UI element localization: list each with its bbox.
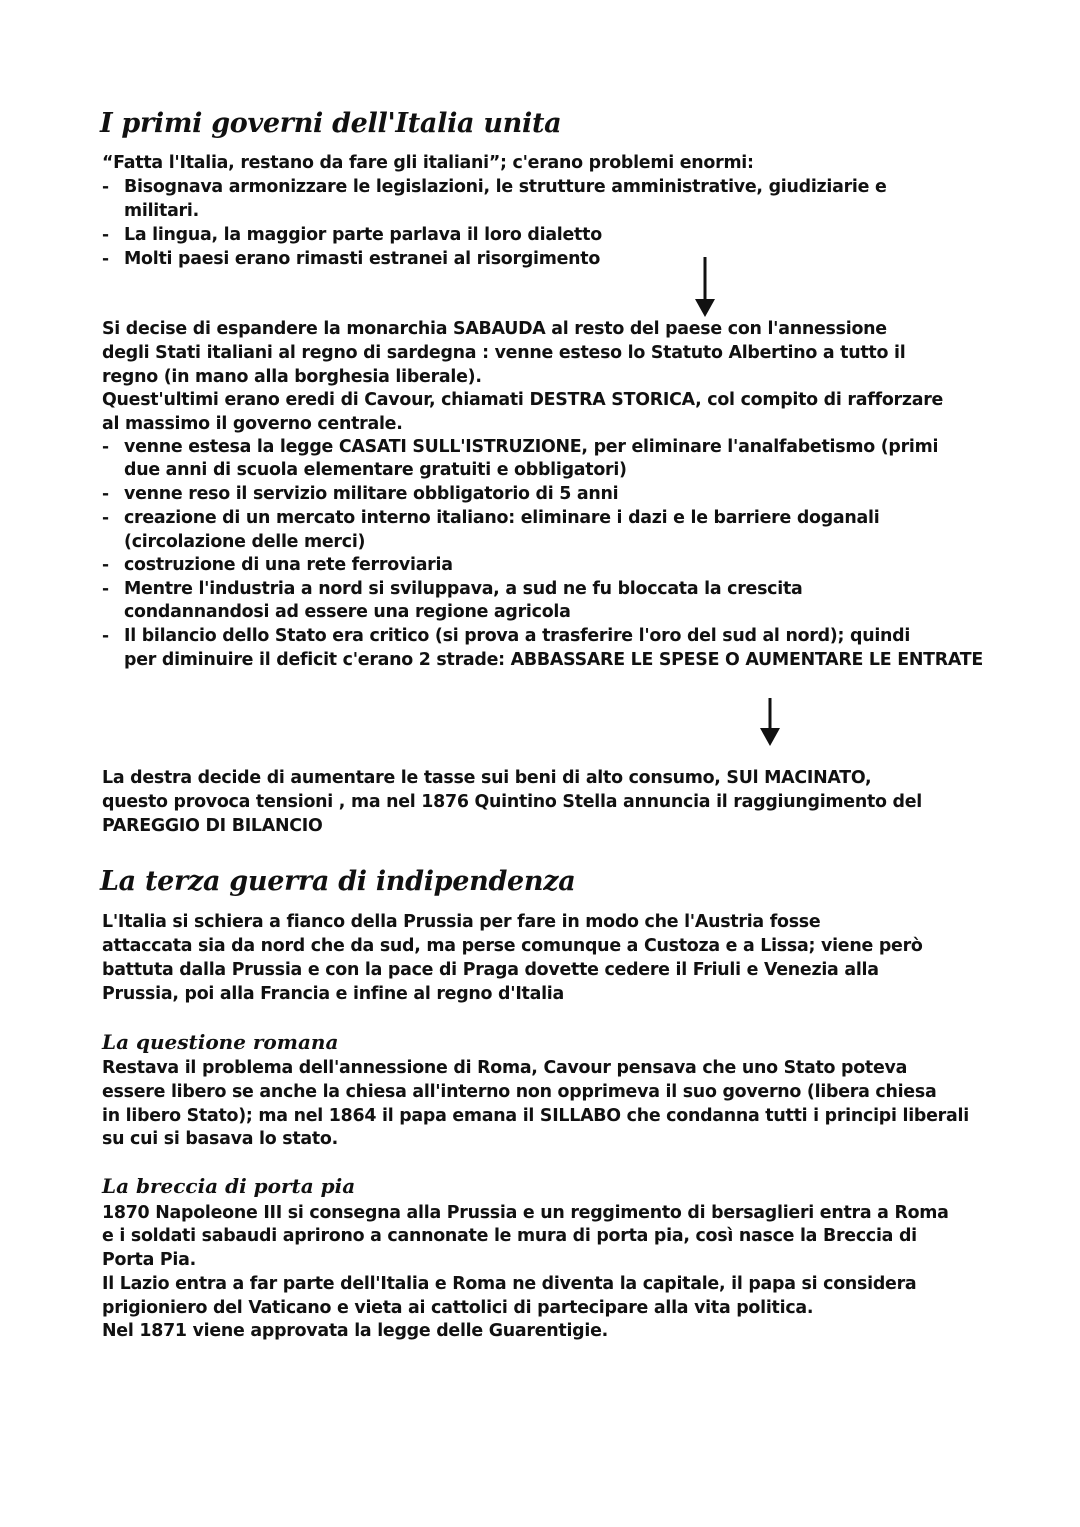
arrow-down-icon <box>757 696 783 748</box>
arrow-down-icon <box>692 255 718 319</box>
paragraph-line: degli Stati italiani al regno di sardegna : venne esteso lo Statuto Albertino a tutto il <box>102 343 906 363</box>
measure-line: venne estesa la legge CASATI SULL'ISTRUZIONE, per eliminare l'analfabetismo (primi <box>124 437 939 457</box>
section-title-terza-guerra: La terza guerra di indipendenza <box>100 866 576 897</box>
paragraph-line: Il Lazio entra a far parte dell'Italia e Roma ne diventa la capitale, il papa si considera <box>102 1274 917 1294</box>
paragraph-line: su cui si basava lo stato. <box>102 1129 338 1149</box>
problem-line: La lingua, la maggior parte parlava il loro dialetto <box>124 225 602 245</box>
section-title-governi: I primi governi dell'Italia unita <box>100 108 562 139</box>
paragraph-line: PAREGGIO DI BILANCIO <box>102 816 323 836</box>
measure-line: Mentre l'industria a nord si sviluppava, a sud ne fu bloccata la crescita <box>124 579 803 599</box>
paragraph-line: al massimo il governo centrale. <box>102 414 403 434</box>
measure-line: venne reso il servizio militare obbligatorio di 5 anni <box>124 484 619 504</box>
bullet-dash: - <box>102 484 110 504</box>
paragraph-line: questo provoca tensioni , ma nel 1876 Quintino Stella annuncia il raggiungimento del <box>102 792 922 812</box>
measure-line: condannandosi ad essere una regione agricola <box>124 602 571 622</box>
paragraph-line: Porta Pia. <box>102 1250 196 1270</box>
paragraph-line: L'Italia si schiera a fianco della Prussia per fare in modo che l'Austria fosse <box>102 912 821 932</box>
paragraph-line: Quest'ultimi erano eredi di Cavour, chiamati DESTRA STORICA, col compito di rafforzare <box>102 390 944 410</box>
paragraph-line: Nel 1871 viene approvata la legge delle Guarentigie. <box>102 1321 608 1341</box>
bullet-dash: - <box>102 579 110 599</box>
measure-line: per diminuire il deficit c'erano 2 strade: ABBASSARE LE SPESE O AUMENTARE LE ENTRATE <box>124 650 983 670</box>
bullet-dash: - <box>102 177 110 197</box>
paragraph-line: Prussia, poi alla Francia e infine al regno d'Italia <box>102 984 564 1004</box>
problem-line: Bisognava armonizzare le legislazioni, le strutture amministrative, giudiziarie e <box>124 177 887 197</box>
bullet-dash: - <box>102 555 110 575</box>
bullet-dash: - <box>102 225 110 245</box>
paragraph-line: e i soldati sabaudi aprirono a cannonate le mura di porta pia, così nasce la Breccia di <box>102 1226 917 1246</box>
bullet-dash: - <box>102 437 110 457</box>
paragraph-line: in libero Stato); ma nel 1864 il papa emana il SILLABO che condanna tutti i principi liberali <box>102 1106 969 1126</box>
problem-line: militari. <box>124 201 199 221</box>
measure-line: (circolazione delle merci) <box>124 532 366 552</box>
paragraph-line: 1870 Napoleone III si consegna alla Prussia e un reggimento di bersaglieri entra a Roma <box>102 1203 949 1223</box>
paragraph-line: attaccata sia da nord che da sud, ma perse comunque a Custoza e a Lissa; viene però <box>102 936 923 956</box>
paragraph-line: essere libero se anche la chiesa all'interno non opprimeva il suo governo (libera chiesa <box>102 1082 937 1102</box>
intro-line: “Fatta l'Italia, restano da fare gli italiani”; c'erano problemi enormi: <box>102 153 754 173</box>
measure-line: Il bilancio dello Stato era critico (si prova a trasferire l'oro del sud al nord); quindi <box>124 626 911 646</box>
paragraph-line: regno (in mano alla borghesia liberale). <box>102 367 482 387</box>
measure-line: creazione di un mercato interno italiano: eliminare i dazi e le barriere doganali <box>124 508 880 528</box>
subsection-title-questione-romana: La questione romana <box>102 1030 339 1054</box>
bullet-dash: - <box>102 508 110 528</box>
measure-line: costruzione di una rete ferroviaria <box>124 555 453 575</box>
paragraph-line: prigioniero del Vaticano e vieta ai cattolici di partecipare alla vita politica. <box>102 1298 814 1318</box>
paragraph-line: battuta dalla Prussia e con la pace di Praga dovette cedere il Friuli e Venezia alla <box>102 960 879 980</box>
measure-line: due anni di scuola elementare gratuiti e obbligatori) <box>124 460 627 480</box>
subsection-title-breccia: La breccia di porta pia <box>102 1174 356 1198</box>
bullet-dash: - <box>102 249 110 269</box>
paragraph-line: Restava il problema dell'annessione di Roma, Cavour pensava che uno Stato poteva <box>102 1058 908 1078</box>
paragraph-line: La destra decide di aumentare le tasse sui beni di alto consumo, SUl MACINATO, <box>102 768 872 788</box>
problem-line: Molti paesi erano rimasti estranei al risorgimento <box>124 249 601 269</box>
paragraph-line: Si decise di espandere la monarchia SABAUDA al resto del paese con l'annessione <box>102 319 887 339</box>
bullet-dash: - <box>102 626 110 646</box>
